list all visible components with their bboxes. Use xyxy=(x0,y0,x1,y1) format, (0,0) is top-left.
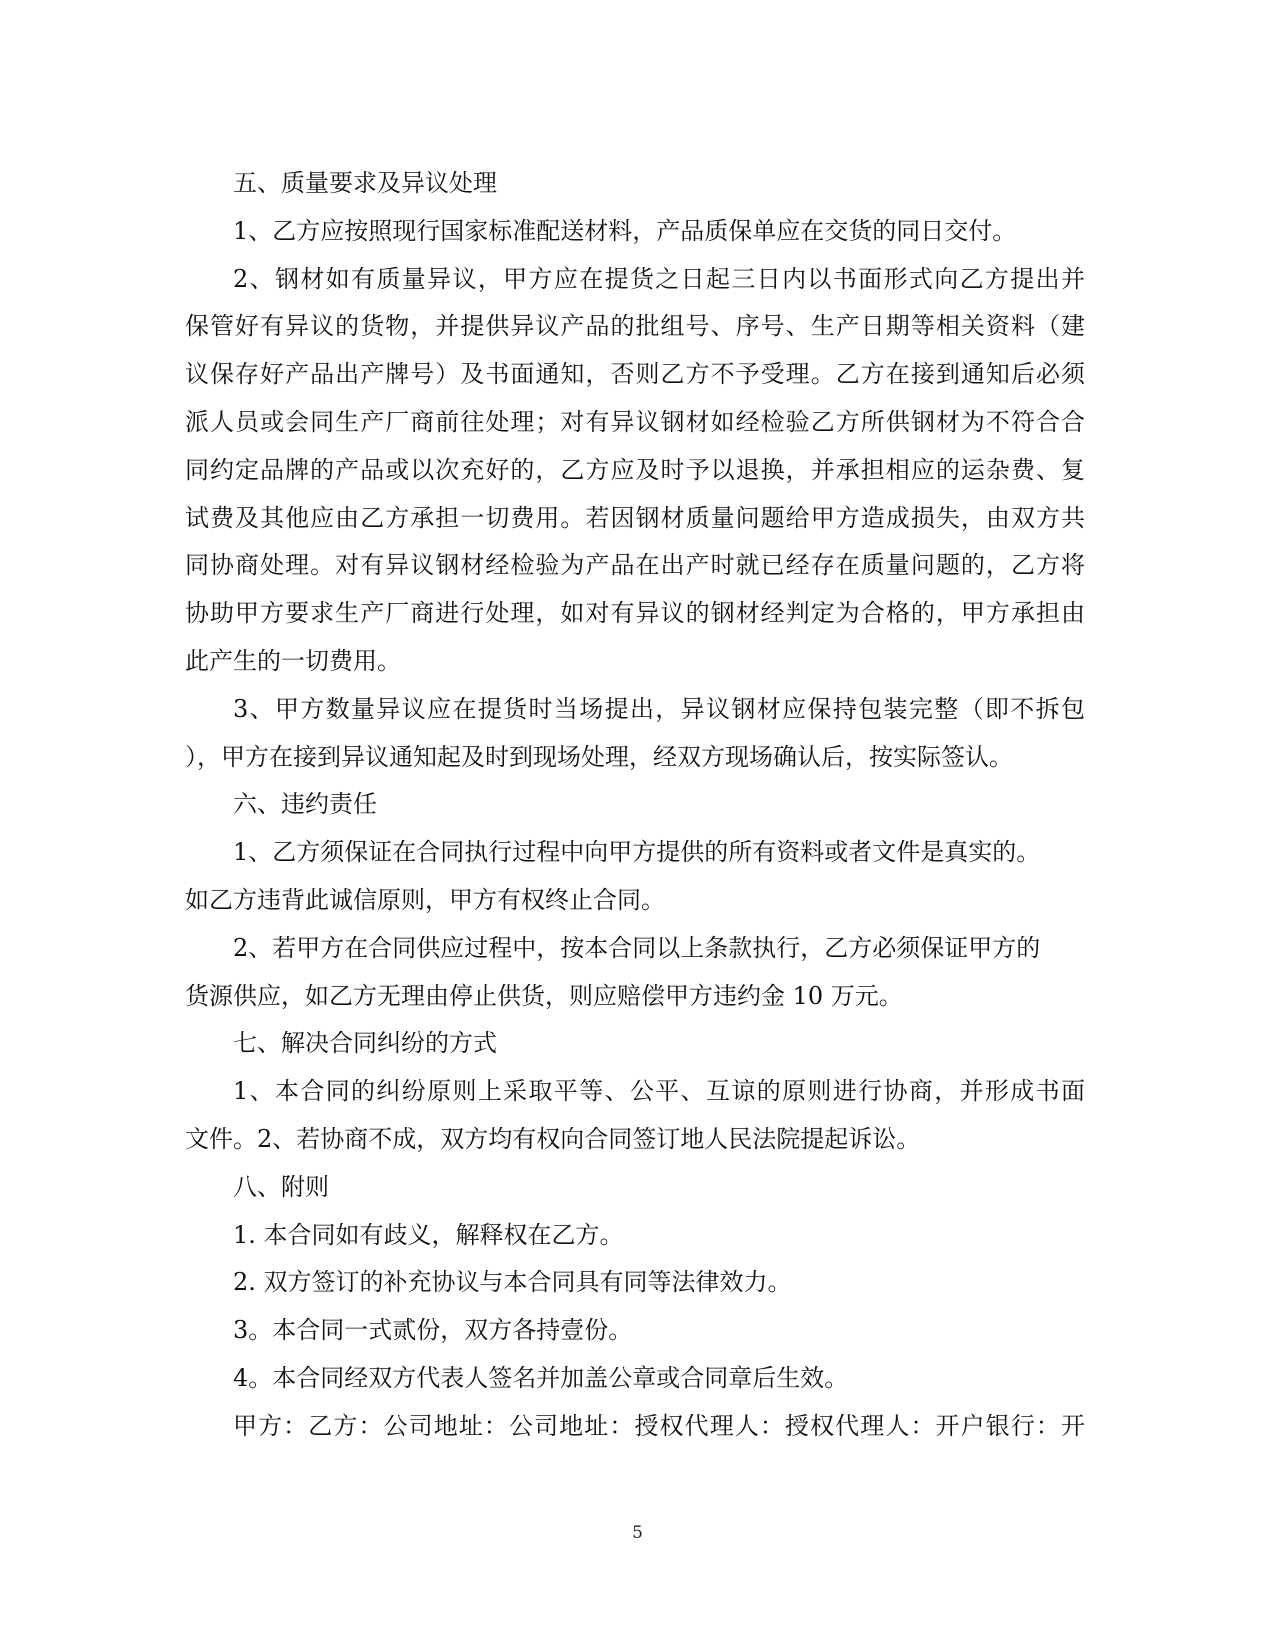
list-item: 1. 本合同如有歧义，解释权在乙方。 xyxy=(233,1220,624,1249)
list-item: 2. 双方签订的补充协议与本合同具有同等法律效力。 xyxy=(233,1268,792,1297)
section-heading-dispute: 七、解决合同纠纷的方式 xyxy=(233,1029,497,1058)
paragraph-line: 保管好有异议的货物，并提供异议产品的批组号、序号、生产日期等相关资料（建 xyxy=(185,312,1085,341)
paragraph-line: 2、钢材如有质量异议，甲方应在提货之日起三日内以书面形式向乙方提出并 xyxy=(233,264,1085,293)
page-number: 5 xyxy=(632,1523,643,1543)
paragraph-line: 1、乙方须保证在合同执行过程中向甲方提供的所有资料或者文件是真实的。 xyxy=(233,838,1041,867)
document-body xyxy=(185,160,1085,1451)
paragraph-line: 试费及其他应由乙方承担一切费用。若因钢材质量问题给甲方造成损失，由双方共 xyxy=(185,503,1085,532)
paragraph-line: 此产生的一切费用。 xyxy=(185,646,401,675)
signature-fields-line: 甲方：乙方：公司地址：公司地址：授权代理人：授权代理人：开户银行：开 xyxy=(233,1411,1085,1440)
paragraph-line: 文件。2、若协商不成，双方均有权向合同签订地人民法院提起诉讼。 xyxy=(185,1124,921,1153)
section-heading-supplementary: 八、附则 xyxy=(233,1172,329,1201)
paragraph-line: 1、乙方应按照现行国家标准配送材料，产品质保单应在交货的同日交付。 xyxy=(233,216,1017,245)
paragraph-line: 1、本合同的纠纷原则上采取平等、公平、互谅的原则进行协商，并形成书面 xyxy=(233,1077,1085,1106)
section-heading-quality: 五、质量要求及异议处理 xyxy=(233,169,497,197)
paragraph-line: 议保存好产品出产牌号）及书面通知，否则乙方不予受理。乙方在接到通知后必须 xyxy=(185,360,1085,389)
list-item: 3。本合同一式贰份，双方各持壹份。 xyxy=(233,1316,633,1345)
paragraph-line: 同协商处理。对有异议钢材经检验为产品在出产时就已经存在质量问题的，乙方将 xyxy=(185,551,1085,580)
paragraph-line: 如乙方违背此诚信原则，甲方有权终止合同。 xyxy=(185,885,665,914)
paragraph-line: 协助甲方要求生产厂商进行处理，如对有异议的钢材经判定为合格的，甲方承担由 xyxy=(185,599,1085,628)
list-item: 4。本合同经双方代表人签名并加盖公章或合同章后生效。 xyxy=(233,1363,849,1392)
paragraph-line: 2、若甲方在合同供应过程中，按本合同以上条款执行，乙方必须保证甲方的 xyxy=(233,933,1041,962)
paragraph-line: 3、甲方数量异议应在提货时当场提出，异议钢材应保持包装完整（即不拆包 xyxy=(233,694,1085,723)
paragraph-line: ），甲方在接到异议通知起及时到现场处理，经双方现场确认后，按实际签认。 xyxy=(185,742,1013,771)
paragraph-line: 派人员或会同生产厂商前往处理；对有异议钢材如经检验乙方所供钢材为不符合合 xyxy=(185,407,1085,436)
paragraph-line: 货源供应，如乙方无理由停止供货，则应赔偿甲方违约金 10 万元。 xyxy=(185,981,903,1010)
paragraph-line: 同约定品牌的产品或以次充好的，乙方应及时予以退换，并承担相应的运杂费、复 xyxy=(185,455,1085,484)
section-heading-liability: 六、违约责任 xyxy=(233,790,377,819)
